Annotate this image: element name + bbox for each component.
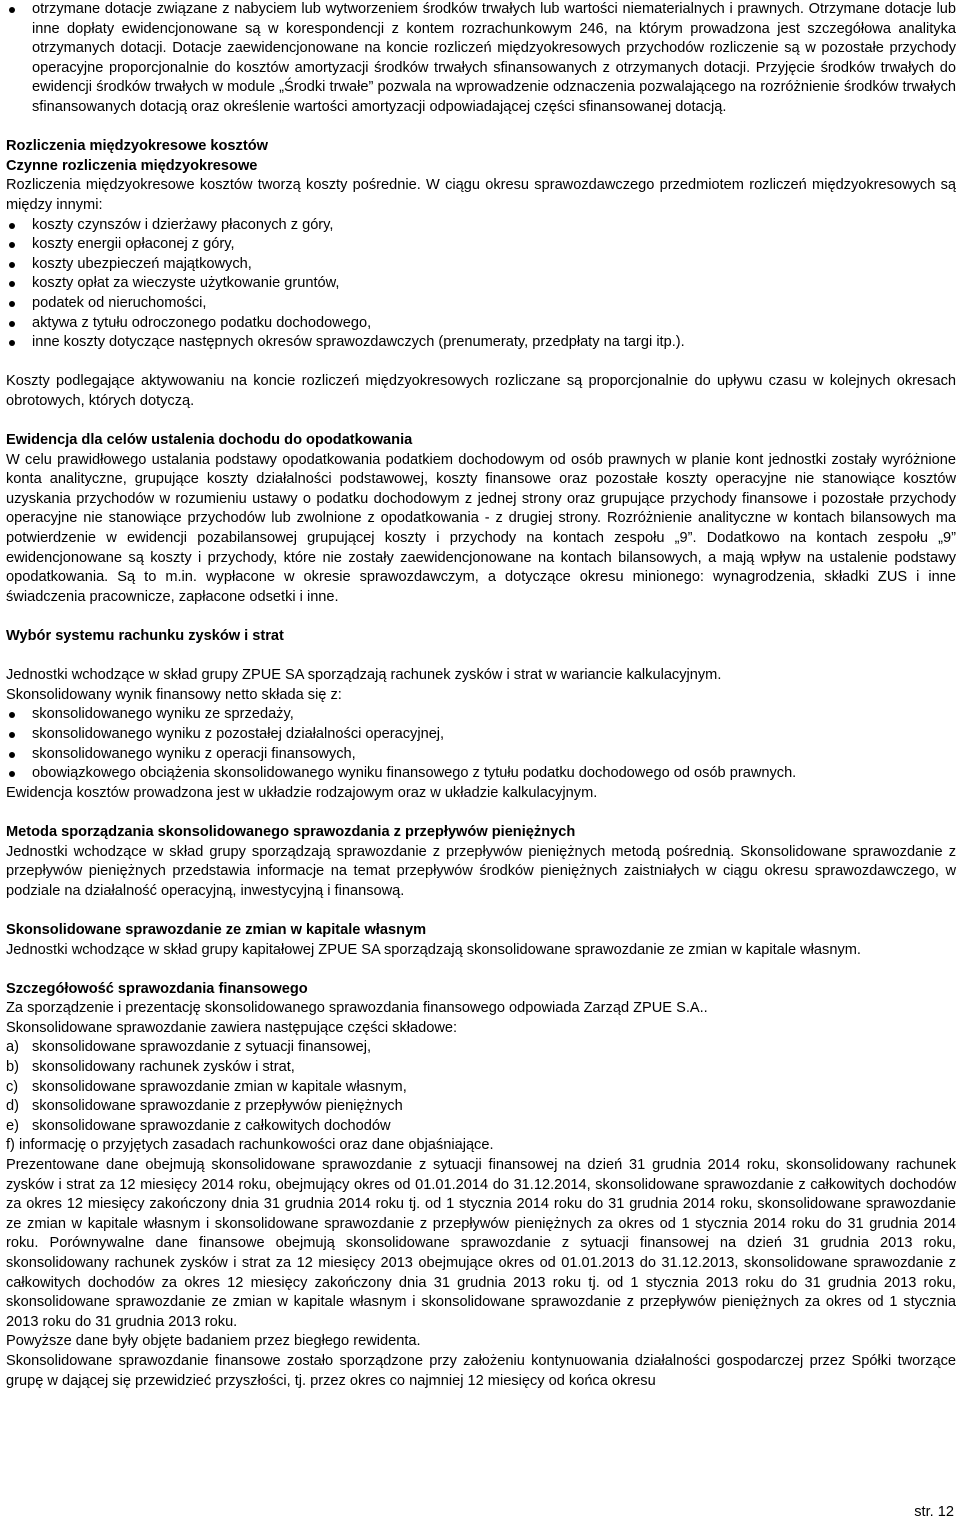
list-item-text: skonsolidowane sprawozdanie zmian w kapitale własnym, — [32, 1078, 407, 1095]
list-item-text: skonsolidowane sprawozdanie z sytuacji finansowej, — [32, 1039, 372, 1056]
list-item: koszty energii opłaconej z góry, — [6, 235, 956, 255]
list-item — [6, 1117, 956, 1137]
paragraph-accruals-closing: Koszty podlegające aktywowaniu na koncie rozliczeń międzyokresowych rozliczane są proporcjonalnie do upływu czasu w kolejnych okresach obrotowych, których dotyczą. — [6, 373, 956, 409]
pnl-bullet-list — [6, 705, 956, 783]
list-item: otrzymane dotacje związane z nabyciem lub wytworzeniem środków trwałych lub wartości niematerialnych i prawnych. Otrzymane dotacje lub inne dopłaty ewidencjonowane są w korespondencji z kontem rozrachunkowym 246, na którym prowadzona jest szczegółowa analityka otrzymanych dotacji. Dotacje zaewidencjonowane na koncie rozliczeń międzyokresowych przychodów rozliczenie są w pozostałe przychody operacyjne proporcjonalnie do kosztów amortyzacji środków trwałych sfinansowanych z otrzymanych dotacji. Przyjęcie środków trwałych do ewidencji środków trwałych w module „Środki trwałe” pozwala na wprowadzenie odznaczenia pozwalającego na rozróżnienie środków trwałych sfinansowanych dotacją oraz określenie wartości amortyzacji odpowiadającej części sfinansowanej dotacją. — [6, 0, 956, 118]
list-item: obowiązkowego obciążenia skonsolidowanego wyniku finansowego z tytułu podatku dochodowego od osób prawnych. — [6, 764, 956, 784]
section-heading-cashflow: Metoda sporządzania skonsolidowanego sprawozdania z przepływów pieniężnych — [6, 823, 576, 840]
subheading-active-accruals: Czynne rozliczenia międzyokresowe — [6, 157, 258, 174]
list-item: podatek od nieruchomości, — [6, 294, 956, 314]
list-item-f: f) informację o przyjętych zasadach rachunkowości oraz dane objaśniające. — [6, 1137, 494, 1154]
paragraph-accruals-intro: Rozliczenia międzyokresowe kosztów tworzą koszty pośrednie. W ciągu okresu sprawozdawczego przedmiotem rozliczeń międzyokresowych są między innymi: — [6, 177, 956, 213]
accruals-bullet-list — [6, 216, 956, 353]
list-item — [6, 1038, 956, 1058]
list-item-letter: c) — [6, 1078, 19, 1095]
list-item-text: skonsolidowane sprawozdanie z całkowitych dochodów — [32, 1117, 391, 1134]
paragraph-pnl-intro: Jednostki wchodzące w skład grupy ZPUE SA sporządzają rachunek zysków i strat w wariancie kalkulacyjnym. — [6, 667, 722, 684]
list-item-text: skonsolidowane sprawozdanie z przepływów pieniężnych — [32, 1098, 403, 1115]
intro-bullet-list — [6, 0, 956, 118]
list-item: skonsolidowanego wyniku z pozostałej działalności operacyjnej, — [6, 725, 956, 745]
list-item: skonsolidowanego wyniku ze sprzedaży, — [6, 705, 956, 725]
paragraph-detail-1: Za sporządzenie i prezentację skonsolidowanego sprawozdania finansowego odpowiada Zarząd ZPUE S.A.. — [6, 1000, 708, 1017]
paragraph-detail-audit: Powyższe dane były objęte badaniem przez biegłego rewidenta. — [6, 1333, 421, 1350]
list-item-letter: d) — [6, 1098, 19, 1115]
list-item-letter: a) — [6, 1039, 19, 1056]
list-item: koszty czynszów i dzierżawy płaconych z góry, — [6, 216, 956, 236]
list-item-text: skonsolidowany rachunek zysków i strat, — [32, 1059, 295, 1076]
paragraph-tax: W celu prawidłowego ustalania podstawy opodatkowania podatkiem dochodowym od osób prawnych w planie kont jednostki zostały wyróżnione konta analityczne, grupujące koszty działalności podstawowej, koszty finansowe oraz pozostałe koszty operacyjne nie stanowiące kosztów uzyskania przychodów w rozumieniu ustawy o podatku dochodowym z jednej strony oraz grupujące przychody finansowe i pozostałe przychody operacyjne nie stanowiące przychodów lub zwolnione z opodatkowania - z drugiej strony. Rozróżnienie analityczne w kontach bilansowych ma potwierdzenie w ewidencji pozabilansowej grupującej koszty i przychody na kontach zespołu „9”. Dodatkowo na kontach zespołu „9” ewidencjonowane są koszty i przychody, które nie zostały zaewidencjonowane na kontach bilansowych, a mają wpływ na ustalenie podstawy opodatkowania. Są to m.in. wypłacone w okresie sprawozdawczym, a dotyczące okresu minionego: wynagrodzenia, składki ZUS i inne świadczenia pracownicze, zapłacone odsetki i inne. — [6, 451, 956, 605]
list-item: koszty opłat za wieczyste użytkowanie gruntów, — [6, 274, 956, 294]
paragraph-cashflow: Jednostki wchodzące w skład grupy sporządzają sprawozdanie z przepływów pieniężnych metodą pośrednią. Skonsolidowane sprawozdanie z przepływów pieniężnych przedstawia informacje na temat przepływów środków pieniężnych zaistniałych w ciągu okresu sprawozdawczego, w podziale na działalność operacyjną, inwestycyjną i finansową. — [6, 843, 956, 899]
document-content — [6, 0, 956, 1391]
list-item: aktywa z tytułu odroczonego podatku dochodowego, — [6, 314, 956, 334]
section-heading-equity: Skonsolidowane sprawozdanie ze zmian w kapitale własnym — [6, 921, 427, 938]
paragraph-pnl-intro-2: Skonsolidowany wynik finansowy netto składa się z: — [6, 686, 342, 703]
section-heading-pnl: Wybór systemu rachunku zysków i strat — [6, 628, 284, 644]
list-item: inne koszty dotyczące następnych okresów sprawozdawczych (prenumeraty, przedpłaty na targi itp.). — [6, 333, 956, 353]
page-number: str. 12 — [914, 1504, 954, 1521]
paragraph-detail-periods: Prezentowane dane obejmują skonsolidowane sprawozdanie z sytuacji finansowej na dzień 31 grudnia 2014 roku, skonsolidowany rachunek zysków i strat za 12 miesięcy 2014 roku, obejmujący okres od 01.01.2014 do 31.12.2014, skonsolidowane sprawozdanie z całkowitych dochodów za okres 12 miesięcy zakończony dnia 31 grudnia 2014 roku tj. od 1 stycznia 2014 roku do 31 grudnia 2014 roku, skonsolidowane sprawozdanie ze zmian w kapitale własnym i skonsolidowane sprawozdanie z przepływów pieniężnych za okres od 1 stycznia 2014 roku do 31 grudnia 2014 roku. Porównywalne dane finansowe obejmują skonsolidowane sprawozdanie z sytuacji finansowej na dzień 31 grudnia 2013 roku, skonsolidowany rachunek zysków i strat za 12 miesięcy 2013 obejmujące okres od 01.01.2013 do 31.12.2013, skonsolidowane sprawozdanie z całkowitych dochodów za okres 12 miesięcy zakończony dnia 31 grudnia 2013 roku tj. od 1 stycznia 2013 roku do 31 grudnia 2013 roku, skonsolidowane sprawozdanie ze zmian w kapitale własnym i skonsolidowane sprawozdanie z przepływów pieniężnych za okres od 1 stycznia 2013 roku do 31 grudnia 2013 roku. — [6, 1157, 956, 1330]
paragraph-equity: Jednostki wchodzące w skład grupy kapitałowej ZPUE SA sporządzają skonsolidowane sprawozdanie ze zmian w kapitale własnym. — [6, 941, 861, 958]
list-item-letter: b) — [6, 1059, 19, 1076]
list-item — [6, 1097, 956, 1117]
list-item — [6, 1058, 956, 1078]
paragraph-pnl-closing: Ewidencja kosztów prowadzona jest w układzie rodzajowym oraz w układzie kalkulacyjnym. — [6, 784, 598, 801]
paragraph-detail-going-concern: Skonsolidowane sprawozdanie finansowe zostało sporządzone przy założeniu kontynuowania działalności gospodarczej przez Spółki tworzące grupę w dającej się przewidzieć przyszłości, tj. przez okres co najmniej 12 miesięcy od końca okresu — [6, 1352, 956, 1389]
list-item — [6, 1078, 956, 1098]
list-item: koszty ubezpieczeń majątkowych, — [6, 255, 956, 275]
section-heading-detail: Szczegółowość sprawozdania finansowego — [6, 980, 308, 997]
list-item-letter: e) — [6, 1117, 19, 1134]
section-heading-accruals: Rozliczenia międzyokresowe kosztów — [6, 138, 268, 155]
list-item: skonsolidowanego wyniku z operacji finansowych, — [6, 745, 956, 765]
section-heading-tax: Ewidencja dla celów ustalenia dochodu do opodatkowania — [6, 432, 413, 449]
paragraph-detail-2: Skonsolidowane sprawozdanie zawiera następujące części składowe: — [6, 1019, 458, 1036]
components-list — [6, 1038, 956, 1136]
